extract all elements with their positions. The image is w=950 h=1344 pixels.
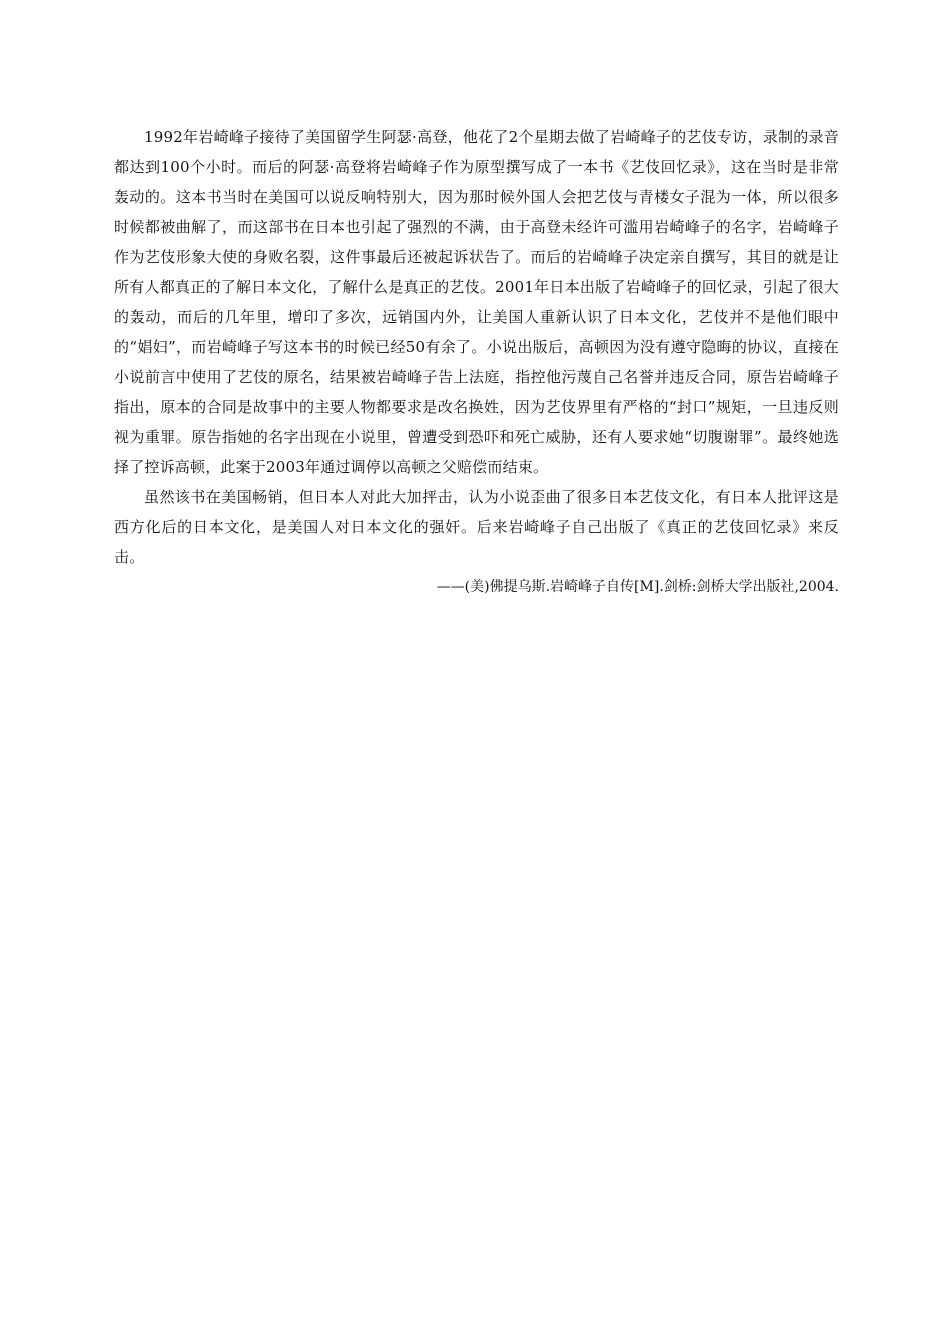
paragraph-2: 虽然该书在美国畅销，但日本人对此大加抨击，认为小说歪曲了很多日本艺伎文化，有日本人批评这是西方化后的日本文化，是美国人对日本文化的强奸。后来岩崎峰子自己出版了《真正的艺伎回忆录》来反击。 (114, 488, 839, 566)
paragraph-1: 1992年岩崎峰子接待了美国留学生阿瑟·高登，他花了2个星期去做了岩崎峰子的艺伎专访，录制的录音都达到100个小时。而后的阿瑟·高登将岩崎峰子作为原型撰写成了一本书《艺伎回忆录》，这在当时是非常轰动的。这本书当时在美国可以说反响特别大，因为那时候外国人会把艺伎与青楼女子混为一体，所以很多时候都被曲解了，而这部书在日本也引起了强烈的不满，由于高登未经许可滥用岩崎峰子的名字，岩崎峰子作为艺伎形象大使的身败名裂，这件事最后还被起诉状告了。而后的岩崎峰子决定亲自撰写，其目的就是让所有人都真正的了解日本文化，了解什么是真正的艺伎。2001年日本出版了岩崎峰子的回忆录，引起了很大的轰动，而后的几年里，增印了多次，远销国内外，让美国人重新认识了日本文化，艺伎并不是他们眼中的“娼妇”，而岩崎峰子写这本书的时候已经50有余了。小说出版后，高顿因为没有遵守隐晦的协议，直接在小说前言中使用了艺伎的原名，结果被岩崎峰子告上法庭，指控他污蔑自己名誉并违反合同，原告岩崎峰子指出，原本的合同是故事中的主要人物都要求是改名换姓，因为艺伎界里有严格的“封口”规矩，一旦违反则视为重罪。原告指她的名字出现在小说里，曾遭受到恐吓和死亡威胁，还有人要求她“切腹谢罪”。最终她选择了控诉高顿，此案于2003年通过调停以高顿之父赔偿而结束。 (114, 128, 839, 476)
document-body (114, 122, 839, 602)
citation: ——(美)佛提乌斯.岩崎峰子自传[M].剑桥:剑桥大学出版社,2004. (436, 579, 839, 595)
